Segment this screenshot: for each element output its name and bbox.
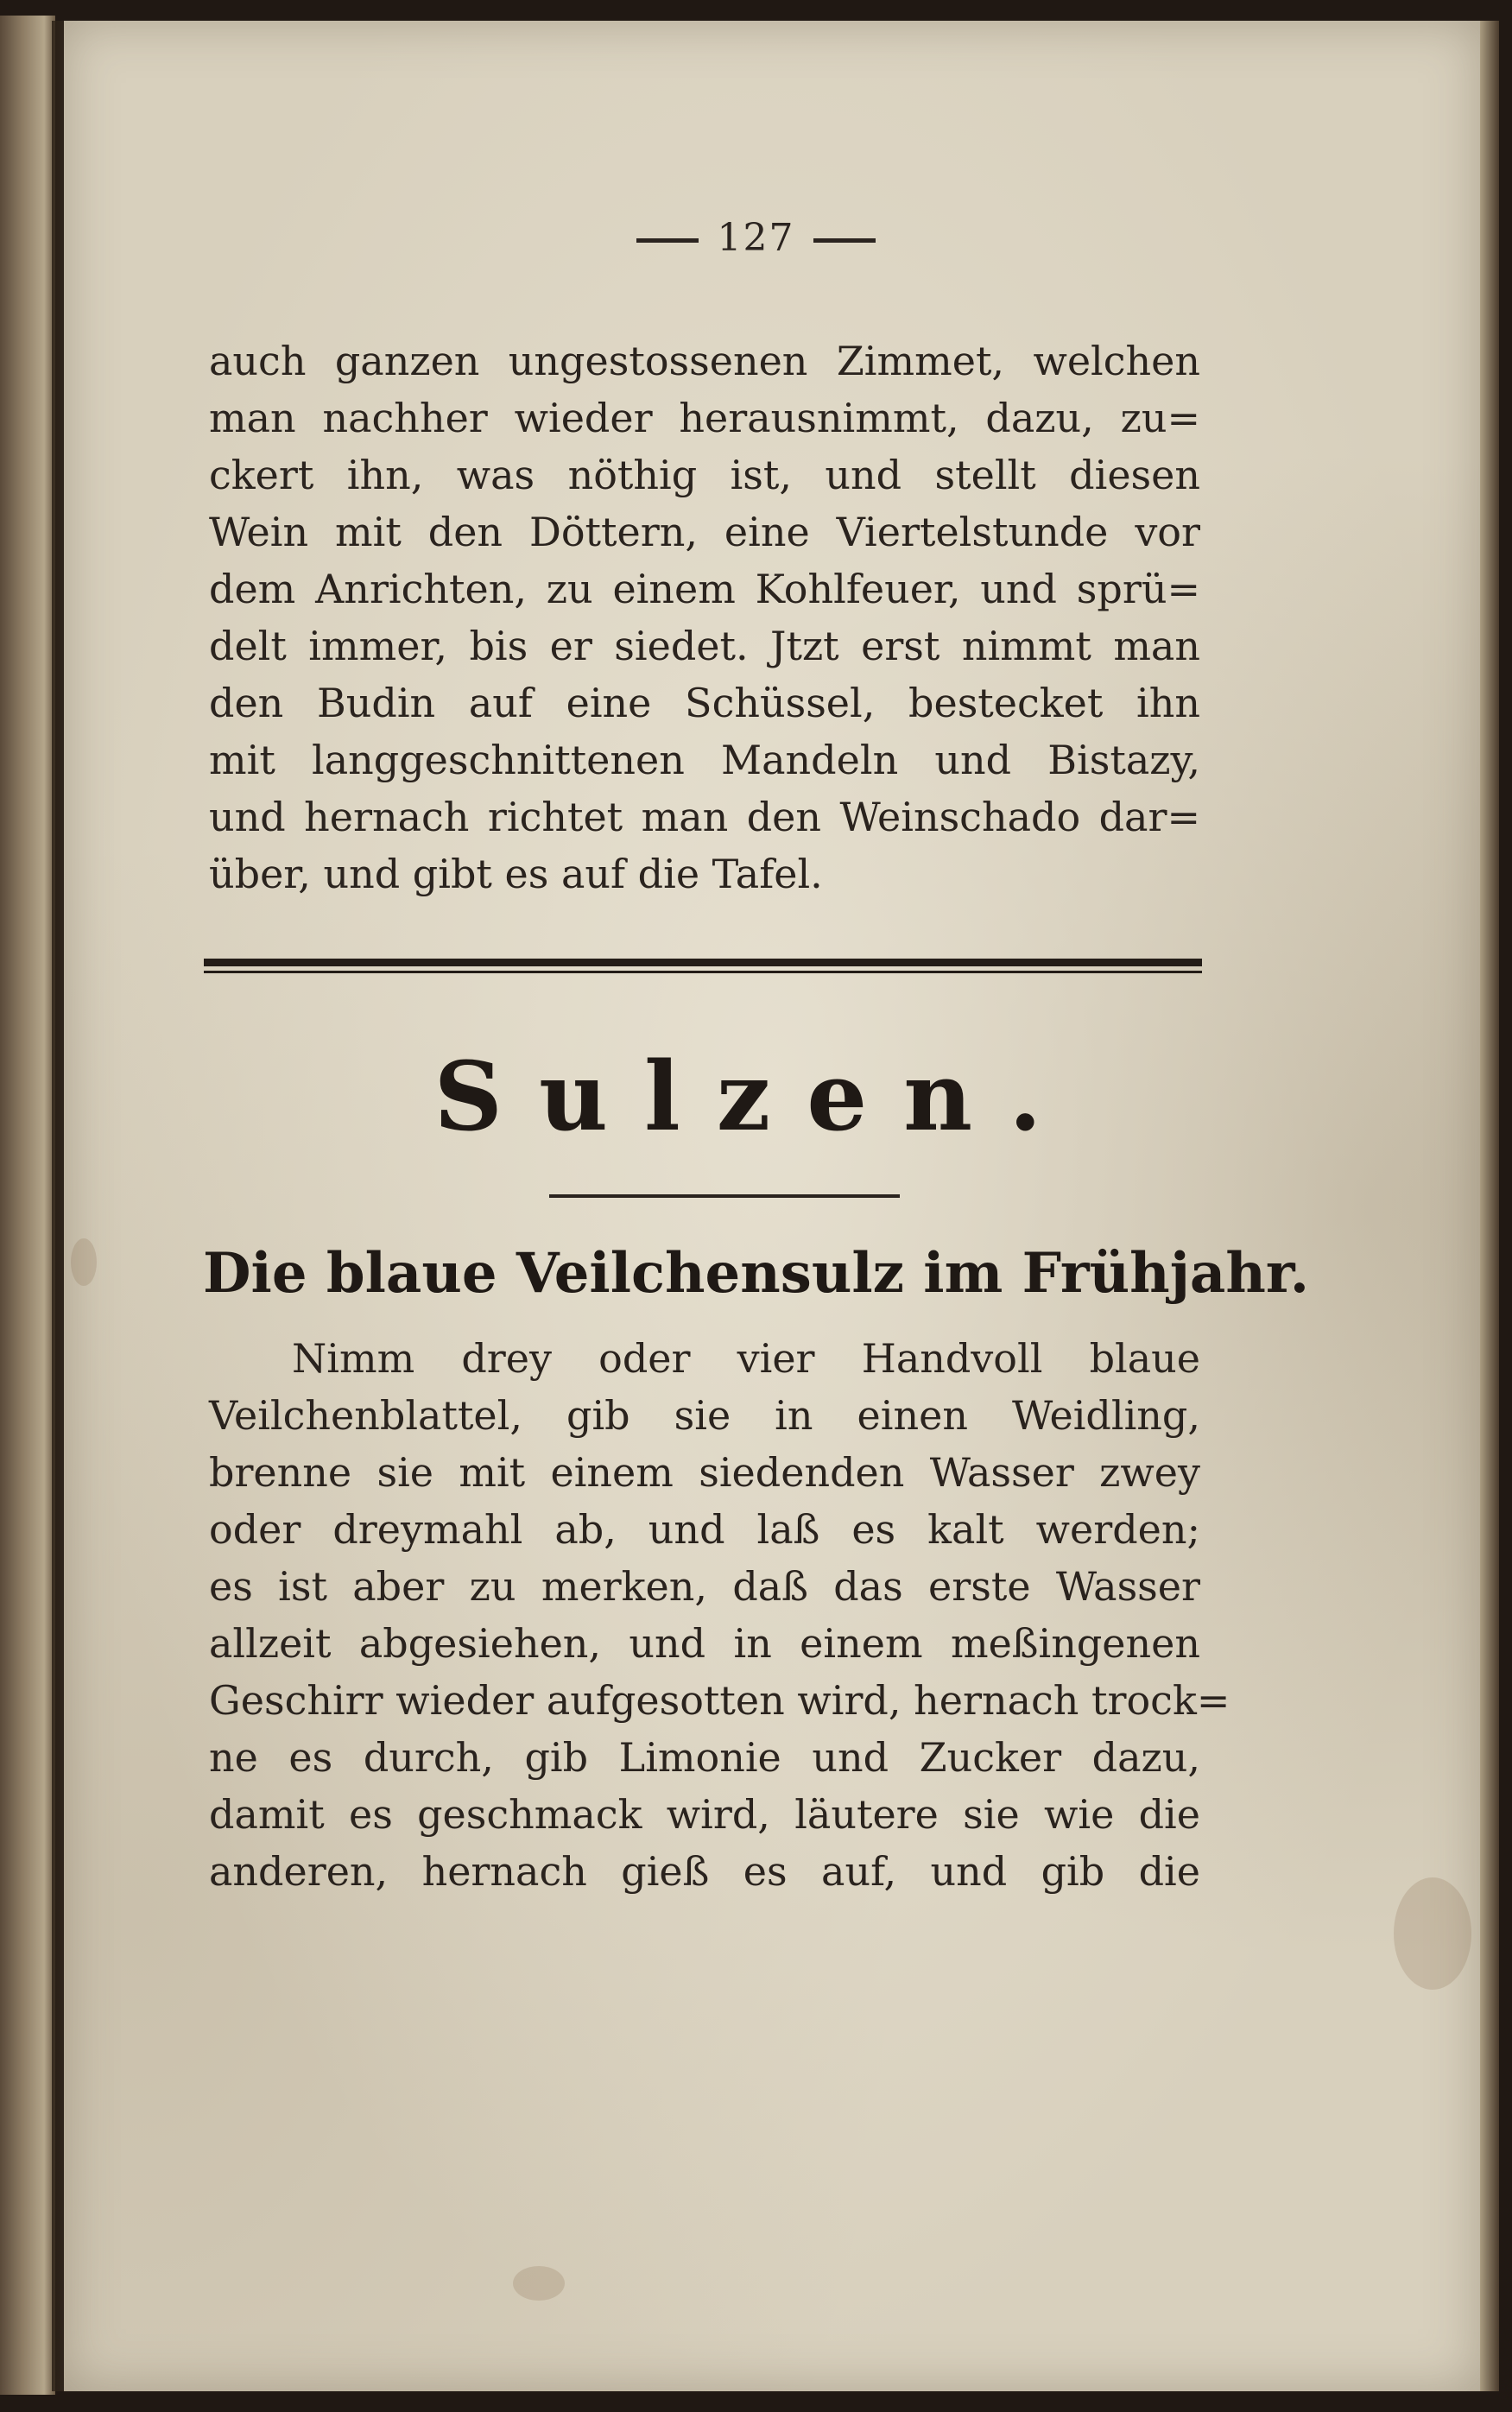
page-number: [0, 216, 1512, 260]
text-line: ckert ihn, was nöthig ist, und stellt diesen: [209, 452, 1200, 498]
text-line: anderen, hernach gieß es auf, und gib die: [209, 1848, 1200, 1895]
page-number-value: 127: [717, 216, 795, 260]
text-line: damit es geschmack wird, läutere sie wie die: [209, 1791, 1200, 1838]
page-number-dash-left: [636, 238, 699, 243]
divider-thin-line: [204, 971, 1202, 973]
page-fore-edge: [1480, 21, 1499, 2391]
divider-thick-line: [204, 959, 1202, 966]
section-title: Sulzen.: [433, 1041, 1079, 1152]
text-line: und hernach richtet man den Weinschado dar=: [209, 794, 1200, 840]
paper-stain: [513, 2266, 565, 2301]
text-line: es ist aber zu merken, daß das erste Wasser: [209, 1563, 1200, 1610]
text-line: oder dreymahl ab, und laß es kalt werden;: [209, 1506, 1200, 1553]
text-line: delt immer, bis er siedet. Jtzt erst nimmt man: [209, 623, 1200, 669]
previous-page-edge: [0, 16, 55, 2395]
text-line: Nimm drey oder vier Handvoll blaue: [292, 1335, 1200, 1382]
section-divider: [204, 959, 1202, 976]
text-line: Geschirr wieder aufgesotten wird, hernach trock=: [209, 1677, 1230, 1724]
text-line: Veilchenblattel, gib sie in einen Weidling,: [209, 1392, 1200, 1439]
text-line: mit langgeschnittenen Mandeln und Bistazy,: [209, 737, 1200, 783]
recipe-title: Die blaue Veilchensulz im Frühjahr.: [203, 1241, 1309, 1306]
text-line: man nachher wieder herausnimmt, dazu, zu=: [209, 395, 1200, 441]
text-line: Wein mit den Döttern, eine Viertelstunde vor: [209, 509, 1200, 555]
recipe-paragraph: [209, 1330, 1230, 1900]
text-line: über, und gibt es auf die Tafel.: [209, 851, 823, 897]
text-line: den Budin auf eine Schüssel, bestecket ihn: [209, 680, 1200, 726]
title-underline: [549, 1194, 900, 1198]
text-line: brenne sie mit einem siedenden Wasser zwey: [209, 1449, 1200, 1496]
text-line: ne es durch, gib Limonie und Zucker dazu,: [209, 1734, 1200, 1781]
page-number-dash-right: [813, 238, 876, 243]
paper-stain: [1394, 1877, 1471, 1990]
text-line: auch ganzen ungestossenen Zimmet, welchen: [209, 338, 1200, 384]
continued-paragraph: [209, 332, 1200, 902]
text-line: allzeit abgesiehen, und in einem meßingenen: [209, 1620, 1200, 1667]
text-line: dem Anrichten, zu einem Kohlfeuer, und sprü=: [209, 566, 1200, 612]
